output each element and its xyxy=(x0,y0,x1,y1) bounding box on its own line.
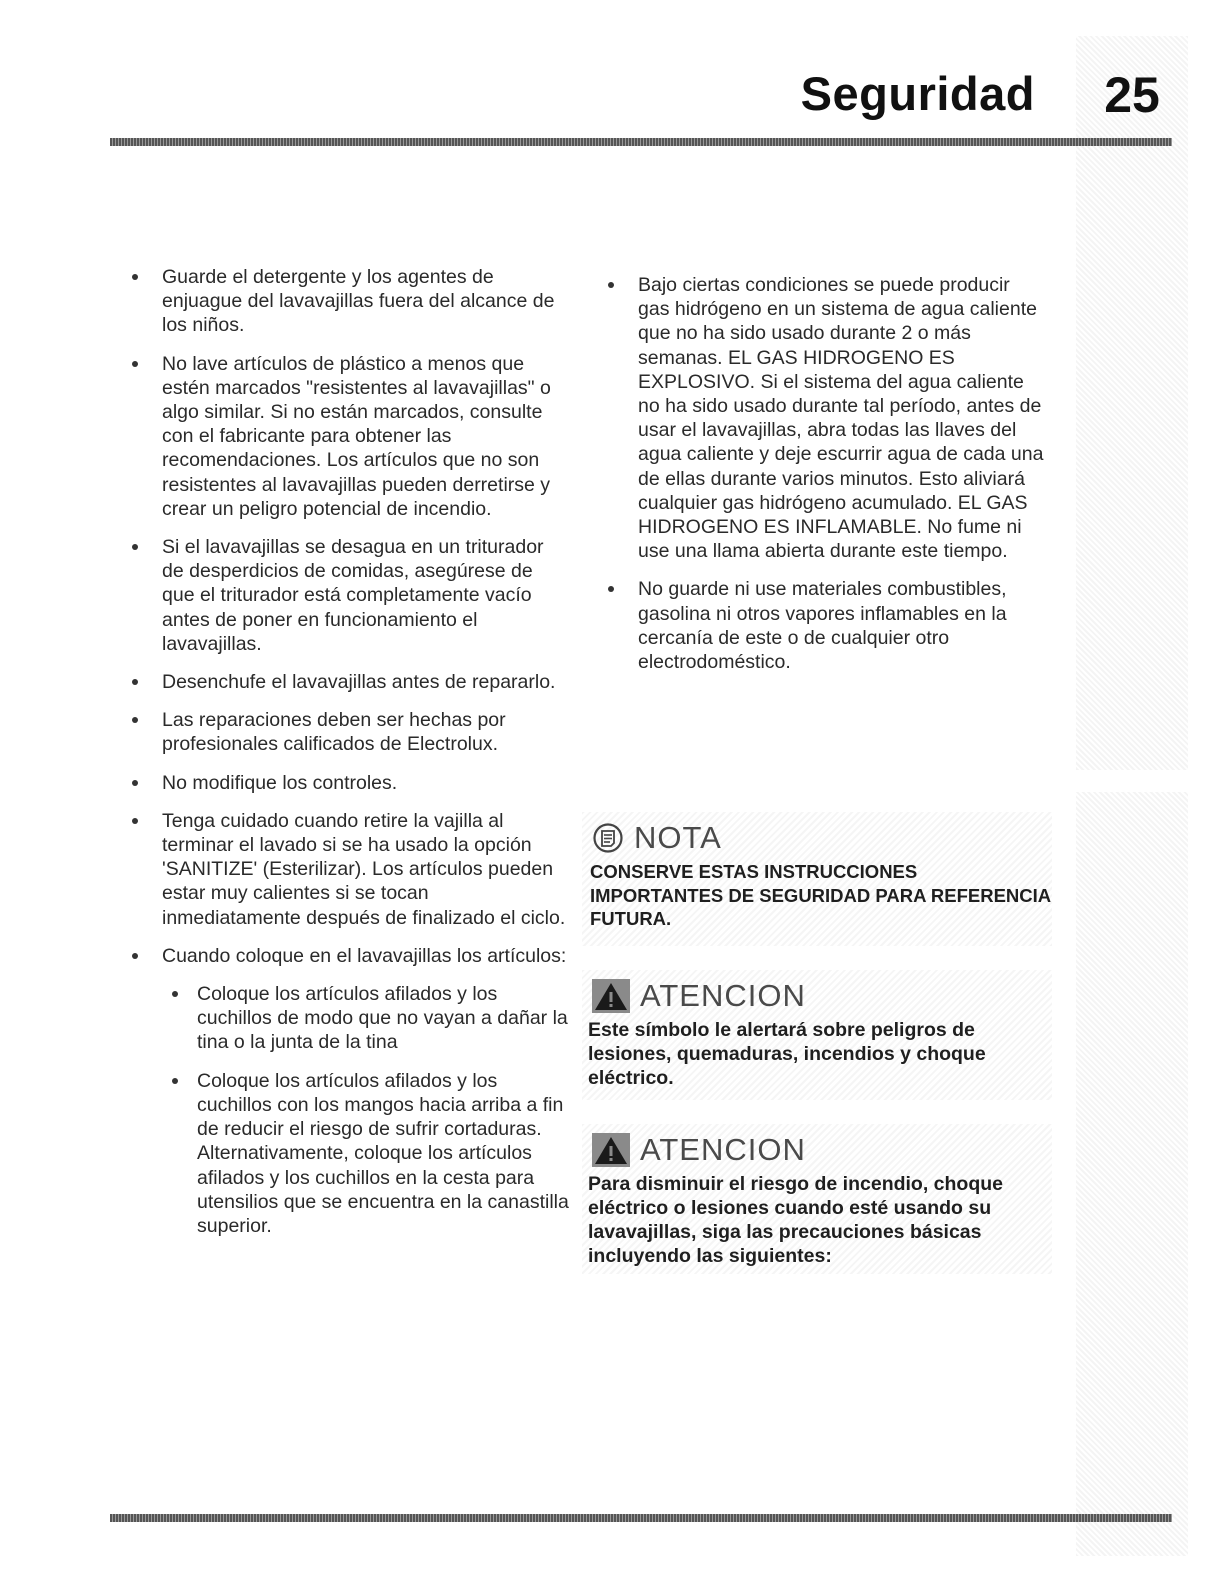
note-icon xyxy=(592,822,624,854)
list-item: Tenga cuidado cuando retire la vajilla al terminar el lavado si se ha usado la opción 'SANITIZE' (Esterilizar). Los artículos pueden estar muy calientes si se tocan inmediatamente después de finalizado el ciclo. xyxy=(130,809,570,930)
atencion-heading xyxy=(582,970,1052,1014)
side-tab-strip xyxy=(1076,36,1188,1556)
nota-text: CONSERVE ESTAS INSTRUCCIONES IMPORTANTES DE SEGURIDAD PARA REFERENCIA FUTURA. xyxy=(590,861,1051,929)
list-item: Guarde el detergente y los agentes de enjuague del lavavajillas fuera del alcance de los niños. xyxy=(130,265,570,338)
right-bullet-list xyxy=(606,273,1046,674)
atencion-title: ATENCION xyxy=(640,1132,806,1167)
list-item: Desenchufe el lavavajillas antes de repararlo. xyxy=(130,670,570,694)
sub-list-item: Coloque los artículos afilados y los cuchillos con los mangos hacia arriba a fin de reducir el riesgo de sufrir cortaduras. Alternativamente, coloque los artículos afilados y los cuchillos en la cesta para utensilios que se encuentra en la canastilla superior. xyxy=(162,1069,570,1238)
list-item: No lave artículos de plástico a menos que estén marcados "resistentes al lavavajillas" o algo similar. Si no están marcados, consulte con el fabricante para obtener las recomendaciones. Los artículos que no son resistentes al lavavajillas pueden derretirse y crear un peligro potencial de incendio. xyxy=(130,352,570,521)
atencion-title: ATENCION xyxy=(640,978,806,1013)
atencion-text: Para disminuir el riesgo de incendio, choque eléctrico o lesiones cuando esté usando su lavavajillas, siga las precauciones básicas incluyendo las siguientes: xyxy=(588,1173,1004,1267)
list-item-parent xyxy=(130,944,570,1238)
nota-callout xyxy=(582,812,1052,946)
nota-title: NOTA xyxy=(634,820,722,855)
warning-icon xyxy=(592,1133,630,1167)
left-column xyxy=(130,265,570,1252)
header-rule xyxy=(110,138,1172,146)
nota-heading xyxy=(582,812,1052,856)
side-tab-gap xyxy=(1076,770,1188,792)
atencion-heading xyxy=(582,1124,1052,1168)
atencion-callout-2 xyxy=(582,1124,1052,1274)
atencion-text: Este símbolo le alertará sobre peligros de lesiones, quemaduras, incendios y choque eléctrico. xyxy=(588,1019,986,1089)
list-item: No guarde ni use materiales combustibles, gasolina ni otros vapores inflamables en la cercanía de este o de cualquier otro electrodoméstico. xyxy=(606,577,1046,674)
right-column xyxy=(606,273,1046,688)
list-item: Si el lavavajillas se desagua en un triturador de desperdicios de comidas, asegúrese de que el triturador está completamente vacío antes de poner en funcionamiento el lavavajillas. xyxy=(130,535,570,656)
list-item: Las reparaciones deben ser hechas por profesionales calificados de Electrolux. xyxy=(130,708,570,756)
left-bullet-list xyxy=(130,265,570,1238)
list-item: Bajo ciertas condiciones se puede producir gas hidrógeno en un sistema de agua caliente que no ha sido usado durante 2 o más semanas. EL GAS HIDROGENO ES EXPLOSIVO. Si el sistema del agua caliente no ha sido usado durante tal período, antes de usar el lavavajillas, abra todas las llaves del agua caliente y deje escurrir agua de cada una de ellas durante varios minutos. Esto aliviará cualquier gas hidrógeno acumulado. EL GAS HIDROGENO ES INFLAMABLE. No fume ni use una llama abierta durante este tiempo. xyxy=(606,273,1046,563)
warning-icon xyxy=(592,979,630,1013)
atencion-callout-1 xyxy=(582,970,1052,1100)
list-item-text: Cuando coloque en el lavavajillas los artículos: xyxy=(162,944,567,967)
list-item: No modifique los controles. xyxy=(130,771,570,795)
page-number: 25 xyxy=(1104,67,1160,123)
footer-rule xyxy=(110,1514,1172,1522)
sub-list-item: Coloque los artículos afilados y los cuchillos de modo que no vayan a dañar la tina o la junta de la tina xyxy=(162,982,570,1055)
page-title: Seguridad xyxy=(800,67,1035,120)
sub-bullet-list xyxy=(162,982,570,1238)
